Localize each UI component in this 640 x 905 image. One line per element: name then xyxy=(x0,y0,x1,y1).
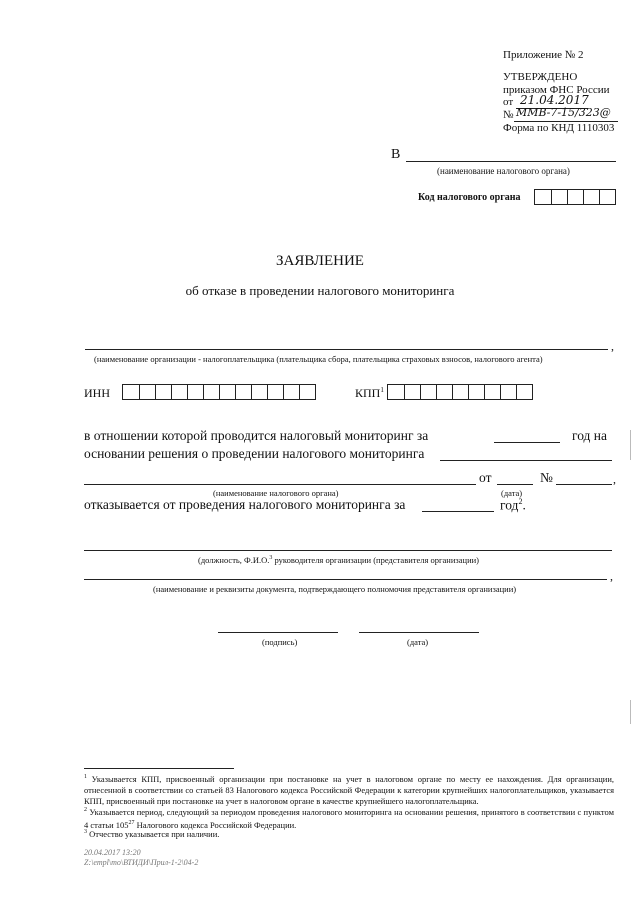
recipient-line[interactable] xyxy=(406,161,616,162)
organization-name-caption: (наименование организации - налогоплательщика (плательщика сбора, плательщика страховых взносов, налогового агента) xyxy=(94,354,543,364)
scan-edge-mark xyxy=(630,430,631,460)
footnote-3: $^3$ Отчество указывается при наличии. xyxy=(84,828,220,839)
monitoring-year-line[interactable] xyxy=(494,442,560,443)
sign-date-caption: (дата) xyxy=(407,637,429,647)
decision-comma: , xyxy=(613,472,616,486)
inn-label: ИНН xyxy=(84,386,110,400)
signer-name-line[interactable] xyxy=(84,550,612,551)
decision-number-line[interactable] xyxy=(556,484,612,485)
tax-office-code-cells[interactable] xyxy=(534,189,616,205)
monitoring-line-end: год на xyxy=(572,428,608,443)
order-label: приказом ФНС России xyxy=(503,84,610,96)
decision-organ-line[interactable] xyxy=(84,484,476,485)
sign-date-line[interactable] xyxy=(359,632,479,633)
decision-date-line[interactable] xyxy=(497,484,533,485)
decision-from-label: от xyxy=(479,470,492,485)
authority-document-caption: (наименование и реквизиты документа, подтверждающего полномочия представителя организации) xyxy=(153,584,517,594)
refusal-year-label: год$^2$. xyxy=(500,497,526,513)
print-stamp-path: Z:\empl\mo\ВТИДИ\Прил-1-2\04-2 xyxy=(84,858,199,867)
kpp-cells[interactable] xyxy=(387,384,533,400)
footnote-2: $^2$ Указывается период, следующий за периодом проведения налогового мониторинга на основании решения, принятого в соответствии с пунктом 4 статьи $105^{27}$ Налогового кодекса Российской Федерации. xyxy=(84,806,614,830)
order-date-prefix: от xyxy=(503,96,514,108)
organization-name-line[interactable] xyxy=(85,349,608,350)
organization-name-comma: , xyxy=(611,339,614,353)
authority-document-line[interactable] xyxy=(84,579,607,580)
order-date-handwritten: 21.04.2017 xyxy=(520,93,589,107)
monitoring-line-start: в отношении которой проводится налоговый мониторинг за xyxy=(84,428,429,443)
authority-document-comma: , xyxy=(610,569,613,583)
appendix-label: Приложение № 2 xyxy=(503,49,584,61)
recipient-caption: (наименование налогового органа) xyxy=(437,166,570,176)
signature-caption: (подпись) xyxy=(262,637,298,647)
decision-line[interactable] xyxy=(440,460,612,461)
decision-date-caption: (дата) xyxy=(501,488,523,498)
decision-number-label: № xyxy=(540,470,553,485)
recipient-prefix: В xyxy=(391,147,401,162)
decision-organ-caption: (наименование налогового органа) xyxy=(213,488,339,498)
tax-office-code-label: Код налогового органа xyxy=(418,192,521,203)
footnote-1: $^1$ Указывается КПП, присвоенный организации при постановке на учет в налоговом органе по месту ее нахождения. Для организации, отнесенной в соответствии со статьей 83 Налогового кодекса Российской Федерации к категории крупнейших налогоплательщиков, указывается КПП, присвоенный при постановке на учет в налоговом органе в качестве крупнейшего налогоплательщика. xyxy=(84,773,615,806)
footnote-separator xyxy=(84,768,234,769)
document-subtitle: об отказе в проведении налогового мониторинга xyxy=(185,283,455,298)
order-number-prefix: № xyxy=(503,109,514,121)
document-title: ЗАЯВЛЕНИЕ xyxy=(276,253,364,269)
scan-edge-mark xyxy=(630,700,631,724)
refusal-text: отказывается от проведения налогового мониторинга за xyxy=(84,497,406,512)
decision-text: основании решения о проведении налогового мониторинга xyxy=(84,446,425,461)
refusal-year-line[interactable] xyxy=(422,511,494,512)
form-code: Форма по КНД 1110303 xyxy=(503,122,615,134)
approved-label: УТВЕРЖДЕНО xyxy=(503,71,578,83)
inn-cells[interactable] xyxy=(122,384,316,400)
signer-name-caption: (должность, Ф.И.О.$^3$ руководителя организации (представителя организации) xyxy=(198,555,479,565)
print-stamp-date: 20.04.2017 13:20 xyxy=(84,848,141,857)
kpp-label: КПП$^1$ xyxy=(355,386,384,400)
order-number-handwritten: ММВ-7-15/323@ xyxy=(516,106,611,119)
signature-line[interactable] xyxy=(218,632,338,633)
